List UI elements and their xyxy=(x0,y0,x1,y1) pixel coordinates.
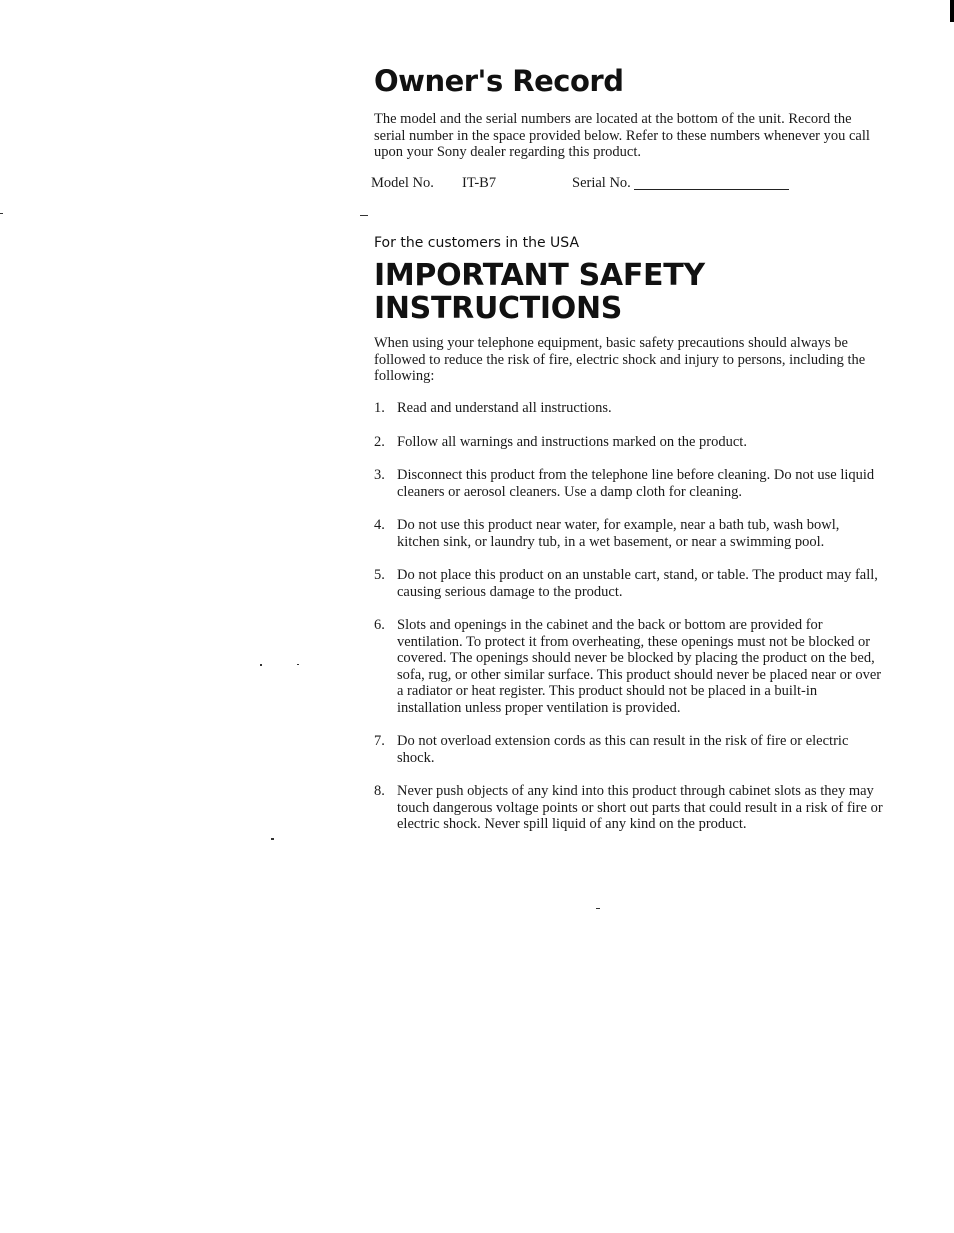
list-item-text: Never push objects of any kind into this product through cabinet slots as they may touch dangerous voltage points or short out parts that could result in a risk of fire or electric shock. Never spill liquid of any kind on the product. xyxy=(397,783,883,832)
list-item-number: 8. xyxy=(374,783,385,799)
safety-instructions-list xyxy=(374,400,884,850)
list-item-text: Slots and openings in the cabinet and the back or bottom are provided for ventilation. To protect it from overheating, these openings must not be blocked or covered. The openings should never be blocked by placing the product on the bed, sofa, rug, or other similar surface. This product should never be placed near or over a radiator or heat register. This product should not be placed in a built-in installation unless proper ventilation is provided. xyxy=(397,617,882,716)
list-item-text: Read and understand all instructions. xyxy=(397,400,612,416)
list-item xyxy=(374,783,884,833)
list-item-number: 7. xyxy=(374,733,385,749)
scan-speck xyxy=(0,213,3,214)
safety-title-line1: IMPORTANT SAFETY xyxy=(374,258,705,293)
list-item-number: 6. xyxy=(374,617,385,633)
scan-speck xyxy=(297,664,299,665)
list-item-text: Do not use this product near water, for example, near a bath tub, wash bowl, kitchen sink, or laundry tub, in a wet basement, or near a swimming pool. xyxy=(397,517,840,550)
list-item-text: Do not overload extension cords as this can result in the risk of fire or electric shock. xyxy=(397,733,849,766)
list-item-number: 1. xyxy=(374,400,385,416)
model-number-value: IT-B7 xyxy=(462,175,497,191)
safety-intro: When using your telephone equipment, basic safety precautions should always be followed to reduce the risk of fire, electric shock and injury to persons, including the following: xyxy=(374,335,866,384)
list-item xyxy=(374,617,884,716)
owners-record-title: Owner's Record xyxy=(374,64,624,98)
scan-speck xyxy=(360,215,368,216)
list-item-number: 5. xyxy=(374,567,385,583)
list-item-number: 2. xyxy=(374,433,385,450)
model-number-label: Model No. xyxy=(371,175,434,191)
scan-speck xyxy=(260,664,262,666)
audience-subheading: For the customers in the USA xyxy=(374,235,580,251)
owners-record-intro: The model and the serial numbers are located at the bottom of the unit. Record the serial number in the space provided below. Refer to these numbers whenever you call upon your Sony dealer regarding this product. xyxy=(374,111,870,160)
list-item xyxy=(374,567,884,600)
scan-speck xyxy=(271,838,274,840)
list-item-text: Follow all warnings and instructions marked on the product. xyxy=(397,433,747,450)
serial-number-label: Serial No. xyxy=(572,175,631,191)
list-item xyxy=(374,434,884,451)
serial-number-blank-line xyxy=(634,189,789,190)
list-item-number: 4. xyxy=(374,517,385,533)
list-item xyxy=(374,400,884,417)
model-serial-row xyxy=(371,175,891,193)
safety-title-line2: INSTRUCTIONS xyxy=(374,291,623,326)
list-item-text: Do not place this product on an unstable cart, stand, or table. The product may fall, causing serious damage to the product. xyxy=(397,567,878,600)
safety-title xyxy=(374,259,705,325)
list-item-number: 3. xyxy=(374,467,385,483)
list-item-text: Disconnect this product from the telephone line before cleaning. Do not use liquid cleaners or aerosol cleaners. Use a damp cloth for cleaning. xyxy=(397,467,875,500)
list-item xyxy=(374,467,884,500)
list-item xyxy=(374,517,884,550)
list-item xyxy=(374,733,884,766)
scan-edge-mark xyxy=(950,0,954,22)
scan-speck xyxy=(596,908,600,909)
